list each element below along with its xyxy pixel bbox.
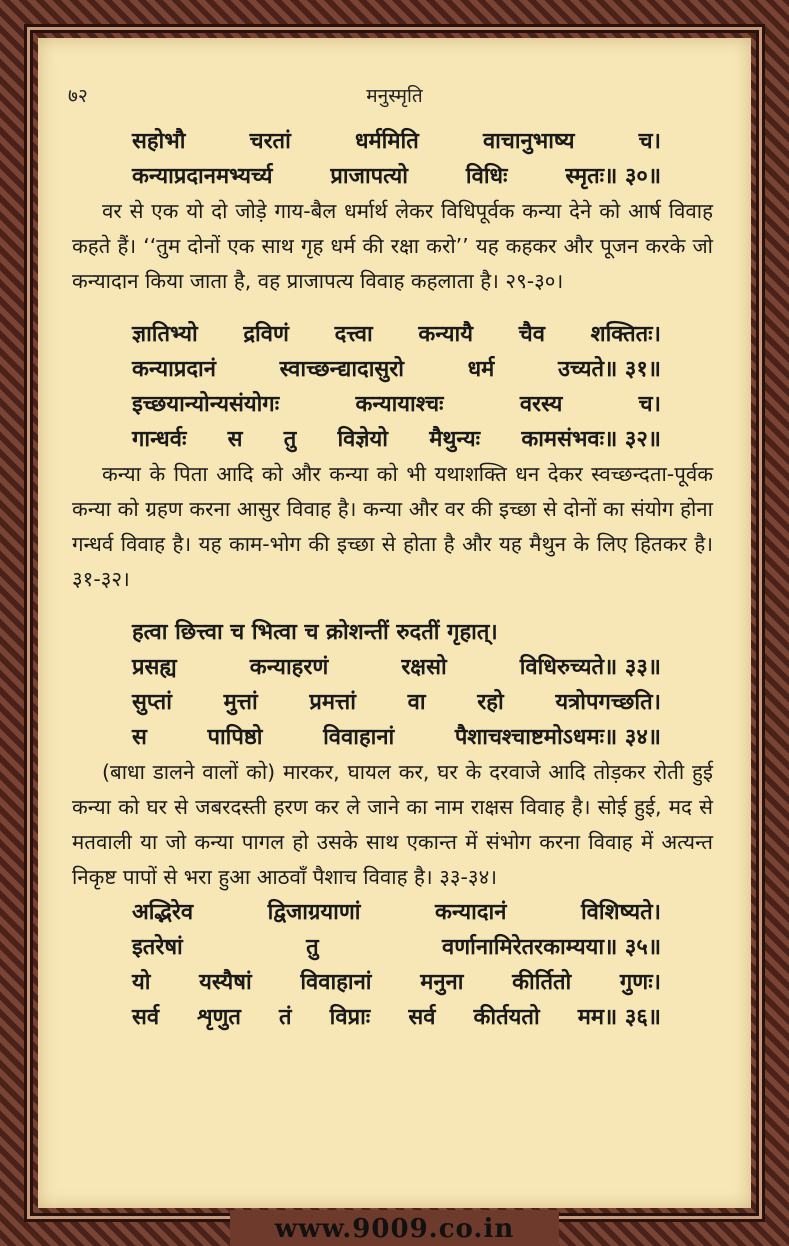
page-number: ७२ xyxy=(68,85,88,107)
verse-word: प्राजापत्यो xyxy=(330,164,408,189)
verse-word: पैशाचश्चाष्टमोऽधमः॥ ३४॥ xyxy=(454,725,661,750)
verse-word: यत्रोपगच्छति। xyxy=(555,690,661,715)
verse-word: विज्ञेयो xyxy=(337,427,388,452)
verse-line xyxy=(132,159,661,194)
verse-word: कीर्तयतो xyxy=(473,1005,540,1030)
verse-line xyxy=(132,387,661,422)
verse-word: वा xyxy=(407,690,426,715)
verse-word: कन्याहरणं xyxy=(249,655,329,680)
verse-word: यो xyxy=(132,970,151,995)
verse-word: च। xyxy=(638,129,661,154)
verse-word: तु xyxy=(283,427,297,452)
verse-line xyxy=(132,895,661,930)
verse-word: हत्वा छित्त्वा च भित्वा च क्रोशन्तीं रुदतीं गृहात्। xyxy=(132,620,498,645)
verse-word: सहोभौ xyxy=(132,129,186,154)
verse-line xyxy=(132,720,661,755)
verse-word: प्रसह्य xyxy=(132,655,177,680)
verse-block-3 xyxy=(132,615,661,755)
verse-word: विवाहानां xyxy=(323,725,395,750)
verse-block-1 xyxy=(132,124,661,194)
verse-word: कन्यायाश्चः xyxy=(355,392,444,417)
running-title: मनुस्मृति xyxy=(366,85,423,107)
verse-word: मम॥ ३६॥ xyxy=(577,1005,661,1030)
verse-word: तु xyxy=(306,935,319,960)
verse-word: वरस्य xyxy=(519,392,563,417)
verse-word: विशिष्यते। xyxy=(580,900,661,925)
verse-word: ज्ञातिभ्यो xyxy=(132,322,198,347)
verse-word: कन्याप्रदानं xyxy=(132,357,216,382)
verse-word: इच्छयान्योन्यसंयोगः xyxy=(132,392,280,417)
verse-word: मुत्तां xyxy=(223,690,258,715)
verse-word: स्वाच्छन्द्यादासुरो xyxy=(279,357,404,382)
verse-word: अद्भिरेव xyxy=(132,900,194,925)
page-content xyxy=(38,124,751,1035)
verse-line xyxy=(132,615,661,650)
verse-word: चरतां xyxy=(249,129,291,154)
verse-word: यस्यैषां xyxy=(199,970,252,995)
verse-word: द्रविणं xyxy=(243,322,289,347)
verse-word: शृणुत xyxy=(197,1005,241,1030)
verse-word: सुप्तां xyxy=(132,690,172,715)
verse-word: शक्तितः। xyxy=(590,322,661,347)
verse-word: मैथुन्यः xyxy=(429,427,481,452)
verse-word: स्मृतः॥ ३०॥ xyxy=(565,164,661,189)
verse-line xyxy=(132,650,661,685)
verse-word: उच्यते॥ ३१॥ xyxy=(558,357,661,382)
verse-word: चैव xyxy=(518,322,545,347)
verse-block-4 xyxy=(132,895,661,1035)
verse-word: तं xyxy=(279,1005,292,1030)
verse-line xyxy=(132,422,661,457)
verse-word: विधिरुच्यते॥ ३३॥ xyxy=(519,655,661,680)
verse-word: सर्व xyxy=(408,1005,436,1030)
verse-line xyxy=(132,317,661,352)
verse-word: पापिष्ठो xyxy=(207,725,263,750)
verse-line xyxy=(132,124,661,159)
verse-word: विवाहानां xyxy=(300,970,372,995)
verse-block-2 xyxy=(132,317,661,457)
translation-1: वर से एक यो दो जोड़े गाय-बैल धर्मार्थ लेकर विधिपूर्वक कन्या देने को आर्ष विवाह कहते हैं। ‘‘तुम दोनों एक साथ गृह धर्म की रक्षा करो’’ यह कहकर और पूजन करके जो कन्यादान किया जाता है, वह प्राजापत्य विवाह कहलाता है। २९-३०। xyxy=(72,199,713,293)
verse-word: स xyxy=(132,725,147,750)
verse-word: धर्ममिति xyxy=(354,129,419,154)
verse-word: च। xyxy=(638,392,661,417)
book-page xyxy=(38,38,751,1208)
translation-2: कन्या के पिता आदि को और कन्या को भी यथाशक्ति धन देकर स्वच्छन्दता-पूर्वक कन्या को ग्रहण करना आसुर विवाह है। कन्या और वर की इच्छा से दोनों का संयोग होना गन्धर्व विवाह है। यह काम-भोग की इच्छा से होता है और यह मैथुन के लिए हितकर है। ३१-३२। xyxy=(72,462,713,591)
verse-word: विप्राः xyxy=(329,1005,371,1030)
verse-word: कन्यायै xyxy=(418,322,474,347)
verse-word: मनुना xyxy=(420,970,464,995)
verse-word: वर्णानामिरेतरकाम्यया॥ ३५॥ xyxy=(442,935,661,960)
verse-word: गुणः। xyxy=(619,970,661,995)
verse-word: स xyxy=(227,427,243,452)
verse-word: रहो xyxy=(477,690,504,715)
translation-3: (बाधा डालने वालों को) मारकर, घायल कर, घर के दरवाजे आदि तोड़कर रोती हुई कन्या को घर से जबरदस्ती हरण कर ले जाने का नाम राक्षस विवाह है। सोई हुई, मद से मतवाली या जो कन्या पागल हो उसके साथ एकान्त में संभोग करना विवाह में अत्यन्त निकृष्ट पापों से भरा हुआ आठवाँ पैशाच विवाह है। ३३-३४। xyxy=(72,760,713,889)
verse-word: प्रमत्तां xyxy=(309,690,356,715)
verse-word: वाचानुभाष्य xyxy=(482,129,575,154)
verse-word: दत्त्वा xyxy=(334,322,373,347)
verse-word: कामसंभवः॥ ३२॥ xyxy=(521,427,661,452)
verse-word: कन्याप्रदानमभ्यर्च्य xyxy=(132,164,273,189)
verse-word: द्विजाग्रयाणां xyxy=(267,900,361,925)
verse-line xyxy=(132,965,661,1000)
verse-word: इतरेषां xyxy=(132,935,183,960)
site-url: www.9009.co.in xyxy=(274,1214,515,1244)
verse-line xyxy=(132,1000,661,1035)
verse-word: सर्व xyxy=(132,1005,160,1030)
verse-word: गान्धर्वः xyxy=(132,427,187,452)
verse-word: विधिः xyxy=(465,164,508,189)
verse-word: रक्षसो xyxy=(401,655,447,680)
verse-line xyxy=(132,352,661,387)
verse-word: धर्म xyxy=(467,357,495,382)
verse-word: कन्यादानं xyxy=(434,900,507,925)
verse-line xyxy=(132,930,661,965)
verse-word: कीर्तितो xyxy=(512,970,572,995)
verse-line xyxy=(132,685,661,720)
